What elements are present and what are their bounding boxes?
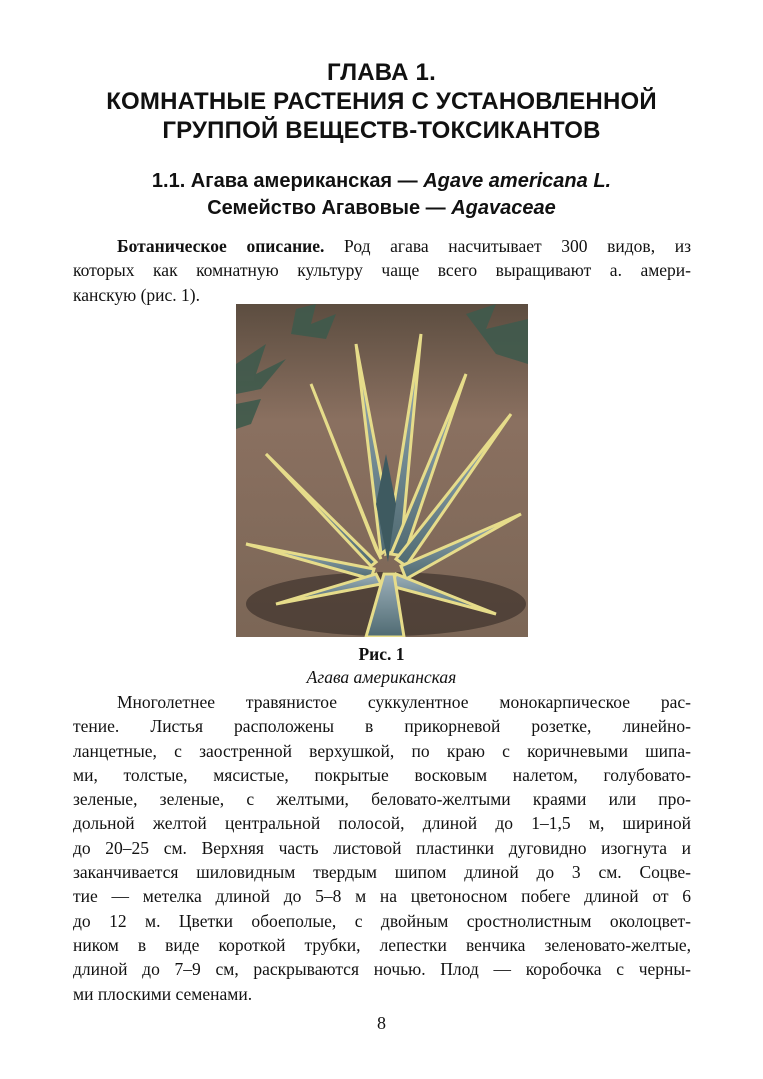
figure-label: Рис. 1 [358, 644, 405, 664]
section-family: Семейство Агавовые — [207, 197, 452, 219]
body-line: до 20–25 см. Верхняя часть листовой пластинки дуговидно изогнута и [73, 837, 691, 858]
chapter-title-line-1: КОМНАТНЫЕ РАСТЕНИЯ С УСТАНОВЛЕННОЙ [106, 88, 657, 115]
section-family-latin: Agavaceae [451, 197, 556, 219]
body-line: ником в виде короткой трубки, лепестки венчика зеленовато-желтые, [73, 934, 691, 955]
chapter-number: ГЛАВА 1. [327, 59, 436, 86]
body-line: дольной желтой центральной полосой, длиной до 1–1,5 м, шириной [73, 813, 691, 834]
intro-line: канскую (рис. 1). [73, 284, 201, 305]
intro-line: Ботаническое описание. Род агава насчитывает 300 видов, из [117, 236, 691, 256]
body-line: заканчивается шиловидным твердым шипом длиной до 3 см. Соцве- [73, 862, 691, 883]
body-line: тие — метелка длиной до 5–8 м на цветоносном побеге длиной от 6 [73, 886, 691, 907]
page-number: 8 [377, 1013, 386, 1033]
body-line: ми, толстые, мясистые, покрытые восковым налетом, голубовато- [73, 764, 691, 785]
figure-caption: Агава американская [306, 667, 457, 687]
body-line: ланцетные, с заостренной верхушкой, по краю с коричневыми шипа- [73, 740, 691, 761]
chapter-title-line-2: ГРУППОЙ ВЕЩЕСТВ-ТОКСИКАНТОВ [162, 117, 601, 144]
intro-paragraph [73, 234, 691, 307]
body-line: Многолетнее травянистое суккулентное монокарпическое рас- [117, 692, 691, 712]
section-latin-name: Agave americana L. [423, 170, 612, 192]
intro-lead: Ботаническое описание. [117, 236, 325, 256]
agave-photo [236, 304, 528, 637]
section-heading [60, 168, 703, 222]
body-line: зеленые, зеленые, с желтыми, беловато-желтыми краями или про- [73, 789, 691, 810]
section-family-line [60, 195, 703, 222]
body-paragraph [73, 690, 691, 1006]
intro-line: которых как комнатную культуру чаще всего выращивают а. амери- [73, 260, 691, 281]
section-title-line [60, 168, 703, 195]
body-line: до 12 м. Цветки обоеполые, с двойным сростнолистным околоцвет- [73, 910, 691, 931]
chapter-heading [60, 58, 703, 145]
body-line: длиной до 7–9 см, раскрываются ночью. Плод — коробочка с черны- [73, 959, 691, 980]
body-line: ми плоскими семенами. [73, 983, 253, 1004]
body-line: тение. Листья расположены в прикорневой розетке, линейно- [73, 716, 691, 737]
section-title: 1.1. Агава американская — [151, 170, 424, 192]
